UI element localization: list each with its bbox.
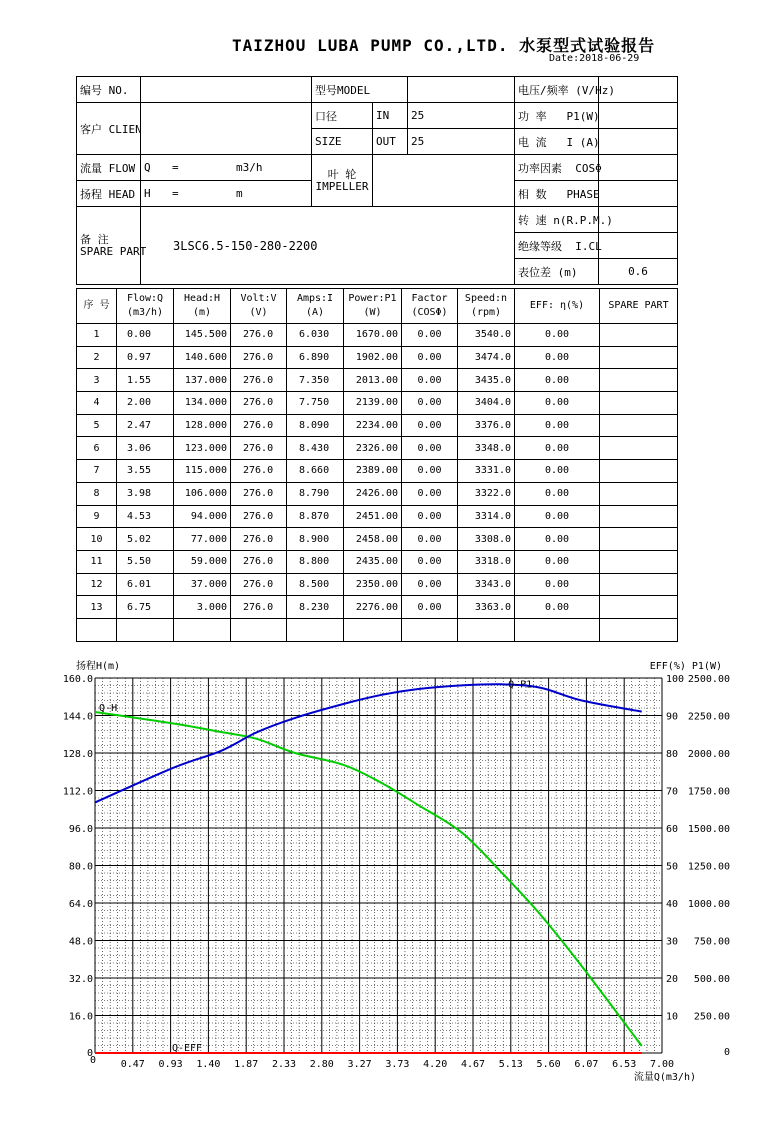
y-tick-label-power: 2250.00: [687, 711, 730, 723]
table-row: [77, 460, 678, 483]
column-header-title: Volt:V: [240, 293, 277, 304]
table-cell: 0.00: [402, 528, 458, 551]
current-label: [515, 129, 599, 155]
table-cell: 12: [77, 573, 117, 596]
table-cell: 7: [77, 460, 117, 483]
table-cell: 0.00: [402, 505, 458, 528]
table-cell: 2139.00: [344, 392, 402, 415]
impeller-value[interactable]: [373, 155, 515, 207]
current-unit: I (A): [566, 135, 600, 149]
table-cell: [600, 482, 678, 505]
table-cell: 137.000: [174, 369, 231, 392]
x-tick-label: 3.27: [347, 1059, 372, 1070]
table-cell: 8.090: [287, 414, 344, 437]
table-cell: 8: [77, 482, 117, 505]
report-title: TAIZHOU LUBA PUMP CO.,LTD. 水泵型式试验报告: [232, 36, 656, 55]
table-cell: 276.0: [231, 414, 287, 437]
table-cell: 3322.0: [458, 482, 515, 505]
table-cell: 7.350: [287, 369, 344, 392]
table-cell: 77.000: [174, 528, 231, 551]
head-eq: =: [172, 187, 179, 200]
table-cell: 3404.0: [458, 392, 515, 415]
no-label: 编号 NO.: [77, 77, 141, 103]
phase-value[interactable]: [599, 181, 678, 207]
in-label: IN: [373, 103, 408, 129]
column-header: [344, 289, 402, 324]
table-cell: 276.0: [231, 482, 287, 505]
q-eff-series-label: Q-EFF: [171, 1043, 203, 1054]
x-tick-label: 1.87: [234, 1059, 259, 1070]
x-tick-label: 5.13: [498, 1059, 523, 1070]
y-tick-label-power: 2000.00: [687, 749, 730, 760]
column-header-title: Head:H: [183, 293, 221, 304]
table-cell: 2234.00: [344, 414, 402, 437]
table-cell: 0.97: [117, 346, 174, 369]
x-tick-label: 4.20: [423, 1059, 448, 1070]
table-cell: 3474.0: [458, 346, 515, 369]
in-value: 25: [408, 103, 515, 129]
y-tick-label-eff: 90: [666, 711, 679, 723]
table-cell: 0.00: [402, 346, 458, 369]
table-cell: 0.00: [117, 324, 174, 347]
flow-label: 流量 FLOW: [77, 155, 141, 181]
column-header: [174, 289, 231, 324]
spare-label-cn: 备 注: [80, 232, 109, 246]
table-cell: 3435.0: [458, 369, 515, 392]
y-tick-label-power: 500.00: [693, 974, 730, 985]
table-cell: 59.000: [174, 550, 231, 573]
table-row: [77, 414, 678, 437]
table-cell: 123.000: [174, 437, 231, 460]
head-label: 扬程 HEAD: [77, 181, 141, 207]
y-tick-label-power: 2500.00: [687, 674, 730, 685]
table-cell: 276.0: [231, 437, 287, 460]
table-cell: 8.900: [287, 528, 344, 551]
table-cell: 2458.00: [344, 528, 402, 551]
pf-label: [515, 155, 602, 181]
table-cell: 1: [77, 324, 117, 347]
table-cell: 6.030: [287, 324, 344, 347]
size-label: SIZE: [312, 129, 373, 155]
table-cell: 2326.00: [344, 437, 402, 460]
table-cell: 13: [77, 596, 117, 619]
table-cell: 0.00: [402, 437, 458, 460]
table-cell: 0.00: [515, 482, 600, 505]
table-cell: 0.00: [515, 528, 600, 551]
table-row: [77, 573, 678, 596]
table-cell: 0.00: [402, 324, 458, 347]
table-row: [77, 550, 678, 573]
table-cell: 0.00: [515, 392, 600, 415]
column-header-title: Amps:I: [296, 293, 334, 304]
column-header: [402, 289, 458, 324]
table-cell: 8.660: [287, 460, 344, 483]
x-tick-label: 4.67: [460, 1059, 486, 1070]
table-cell: 276.0: [231, 346, 287, 369]
table-cell: 0.00: [515, 505, 600, 528]
y-tick-label-eff: 30: [666, 936, 679, 948]
table-cell: 2426.00: [344, 482, 402, 505]
spare-label: [77, 207, 147, 285]
table-cell: 276.0: [231, 528, 287, 551]
table-cell: 4: [77, 392, 117, 415]
x-tick-label: 6.53: [612, 1059, 637, 1070]
table-cell: 6.75: [117, 596, 174, 619]
table-cell: 1.55: [117, 369, 174, 392]
table-cell: 276.0: [231, 596, 287, 619]
table-cell: 2.47: [117, 414, 174, 437]
y-tick-label-head: 128.0: [62, 749, 93, 760]
out-label: OUT: [373, 129, 408, 155]
phase-unit: PHASE: [566, 187, 600, 201]
table-cell: 128.000: [174, 414, 231, 437]
flow-q: Q: [144, 161, 151, 174]
table-cell: [600, 460, 678, 483]
table-cell: 0.00: [515, 437, 600, 460]
spare-value: 3LSC6.5-150-280-2200: [141, 207, 515, 285]
column-header-unit: (V): [249, 307, 268, 318]
y-tick-label-power: 1000.00: [687, 899, 730, 910]
table-cell: [600, 392, 678, 415]
column-header-unit: (rpm): [470, 307, 502, 318]
voltage-label: 电压/频率 (V/Hz): [515, 77, 599, 103]
table-cell: [600, 550, 678, 573]
column-header-unit: (W): [363, 307, 382, 318]
y-tick-label-head: 160.0: [62, 674, 93, 685]
phase-label-text: 相 数: [518, 187, 547, 201]
column-header-unit: (COSΦ): [411, 307, 448, 318]
test-data-table: [76, 288, 678, 642]
x-tick-label: 5.60: [536, 1059, 561, 1070]
y-tick-label-power: 0: [723, 1047, 730, 1058]
column-header-unit: (m): [192, 307, 212, 318]
column-header-unit: (m3/h): [126, 307, 164, 318]
y-tick-label-head: 64.0: [68, 899, 93, 910]
table-cell: 2.00: [117, 392, 174, 415]
table-cell: 0.00: [402, 414, 458, 437]
table-cell: 0.00: [515, 369, 600, 392]
table-cell: 94.000: [174, 505, 231, 528]
model-value[interactable]: [408, 77, 515, 103]
column-header-title: Power:P1: [348, 293, 397, 304]
column-header: [77, 289, 117, 324]
table-cell: 3.000: [174, 596, 231, 619]
column-header: [458, 289, 515, 324]
x-tick-label: 2.33: [271, 1059, 297, 1070]
table-cell: 3363.0: [458, 596, 515, 619]
table-cell: 2: [77, 346, 117, 369]
speed-unit: n(R.P.M.): [553, 213, 613, 227]
table-cell: [600, 573, 678, 596]
x-tick-label: 0.47: [120, 1059, 145, 1070]
pf-value[interactable]: [599, 155, 678, 181]
table-cell: 0.00: [515, 573, 600, 596]
model-label: 型号MODEL: [312, 77, 408, 103]
performance-chart: [0, 655, 769, 1129]
table-cell: 8.800: [287, 550, 344, 573]
x-tick-label: 6.07: [574, 1059, 599, 1070]
column-header-title: Flow:Q: [126, 293, 164, 304]
table-cell: 276.0: [231, 505, 287, 528]
table-cell: [515, 618, 600, 641]
table-cell: 6.01: [117, 573, 174, 596]
y-tick-label-head: 0: [86, 1048, 93, 1059]
table-cell: [600, 528, 678, 551]
table-cell: 1902.00: [344, 346, 402, 369]
table-cell: 3348.0: [458, 437, 515, 460]
y-tick-label-power: 1250.00: [687, 861, 730, 873]
speed-label-text: 转 速: [518, 213, 547, 227]
x-tick-label: 1.40: [196, 1059, 221, 1070]
table-cell: 2013.00: [344, 369, 402, 392]
column-header-unit: (A): [305, 307, 325, 318]
table-cell: 0.00: [402, 460, 458, 483]
table-cell: 3318.0: [458, 550, 515, 573]
y-tick-label-eff: 80: [666, 749, 679, 760]
y-tick-label-eff: 40: [666, 899, 679, 910]
table-cell: 8.230: [287, 596, 344, 619]
column-header-title: Speed:n: [464, 293, 508, 304]
q-h-series-label: Q-H: [99, 702, 118, 714]
table-cell: [458, 618, 515, 641]
table-cell: 0.00: [402, 369, 458, 392]
head-unit: m: [236, 187, 243, 200]
table-cell: 5.50: [117, 550, 174, 573]
y-tick-label-head: 48.0: [68, 936, 93, 948]
table-cell: 0.00: [515, 414, 600, 437]
table-cell: 276.0: [231, 550, 287, 573]
table-cell: 276.0: [231, 369, 287, 392]
report-date: Date:2018-06-29: [549, 53, 640, 64]
table-cell: 11: [77, 550, 117, 573]
column-header: [117, 289, 174, 324]
y-tick-label-eff: 60: [666, 824, 679, 835]
table-cell: 276.0: [231, 460, 287, 483]
y-tick-label-head: 32.0: [68, 974, 93, 985]
table-cell: 0.00: [515, 550, 600, 573]
table-cell: 3.06: [117, 437, 174, 460]
y-tick-label-head: 96.0: [68, 824, 93, 835]
table-cell: 106.000: [174, 482, 231, 505]
q-p1-series-label: Q-P1: [508, 679, 533, 691]
table-cell: 5.02: [117, 528, 174, 551]
column-header-title: 序 号: [83, 300, 110, 311]
table-cell: 2435.00: [344, 550, 402, 573]
table-cell: 134.000: [174, 392, 231, 415]
y-tick-label-eff: 70: [666, 786, 679, 798]
table-cell: 0.00: [402, 550, 458, 573]
table-cell: 0.00: [402, 596, 458, 619]
table-cell: [600, 437, 678, 460]
y-tick-label-power: 250.00: [693, 1011, 730, 1023]
insulation-label-text: 绝缘等级: [518, 239, 562, 253]
table-cell: 140.600: [174, 346, 231, 369]
spare-label-en: SPARE PART: [80, 244, 147, 258]
current-value[interactable]: [599, 129, 678, 155]
y-tick-label-power: 1500.00: [687, 824, 730, 835]
table-cell: [344, 618, 402, 641]
power-label-text: 功 率: [518, 109, 547, 123]
power-value[interactable]: [599, 103, 678, 129]
table-cell: 3308.0: [458, 528, 515, 551]
x-tick-label: 3.73: [385, 1059, 410, 1070]
y-tick-label-eff: 10: [666, 1011, 679, 1023]
insulation-unit: I.CL: [575, 239, 602, 253]
table-cell: 276.0: [231, 573, 287, 596]
y-tick-label-head: 16.0: [68, 1011, 93, 1023]
table-cell: [600, 618, 678, 641]
meter-diff-label: 表位差 (m): [515, 259, 599, 285]
pf-unit: COSΦ: [575, 161, 602, 175]
table-cell: 8.870: [287, 505, 344, 528]
table-cell: 145.500: [174, 324, 231, 347]
head-value[interactable]: [141, 181, 312, 207]
table-row: [77, 482, 678, 505]
table-cell: 10: [77, 528, 117, 551]
y-tick-label-head: 80.0: [68, 861, 93, 873]
y-tick-label-eff: 50: [666, 861, 679, 873]
x-tick-label: 2.80: [309, 1059, 334, 1070]
table-cell: [77, 618, 117, 641]
table-cell: 276.0: [231, 324, 287, 347]
table-cell: 276.0: [231, 392, 287, 415]
info-table: [76, 76, 678, 285]
column-header-title: EFF: η(%): [529, 300, 585, 311]
table-cell: 8.500: [287, 573, 344, 596]
table-cell: [600, 346, 678, 369]
table-cell: [600, 369, 678, 392]
column-header: [231, 289, 287, 324]
power-label: [515, 103, 599, 129]
table-cell: [600, 596, 678, 619]
table-cell: 0.00: [515, 346, 600, 369]
table-header-row: [77, 289, 678, 324]
x-tick-label: 7.00: [649, 1059, 675, 1070]
y-tick-label-power: 750.00: [693, 936, 730, 948]
table-cell: 6.890: [287, 346, 344, 369]
column-header-title: Factor: [411, 293, 448, 304]
table-cell: 0.00: [515, 596, 600, 619]
table-cell: 3343.0: [458, 573, 515, 596]
client-label: 客户 CLIEN: [77, 103, 141, 155]
y-tick-label-eff: 100: [666, 674, 685, 685]
meter-diff-value: 0.6: [599, 259, 678, 285]
head-h: H: [144, 187, 151, 200]
column-header: [515, 289, 600, 324]
table-cell: 3376.0: [458, 414, 515, 437]
table-cell: 2389.00: [344, 460, 402, 483]
table-cell: 4.53: [117, 505, 174, 528]
table-cell: 7.750: [287, 392, 344, 415]
table-cell: 3540.0: [458, 324, 515, 347]
table-cell: 2350.00: [344, 573, 402, 596]
table-row: [77, 346, 678, 369]
table-cell: 3: [77, 369, 117, 392]
client-value[interactable]: [141, 103, 312, 155]
power-unit: P1(W): [566, 109, 600, 123]
table-cell: 1670.00: [344, 324, 402, 347]
table-row: [77, 505, 678, 528]
table-row: [77, 369, 678, 392]
table-cell: 0.00: [515, 460, 600, 483]
insulation-value[interactable]: [599, 233, 678, 259]
table-cell: 9: [77, 505, 117, 528]
table-cell: [600, 505, 678, 528]
table-cell: 8.430: [287, 437, 344, 460]
q-p1-curve: [95, 684, 642, 802]
table-cell: 0.00: [402, 573, 458, 596]
speed-label: [515, 207, 613, 233]
phase-label: [515, 181, 599, 207]
table-cell: 3.98: [117, 482, 174, 505]
impeller-label-cn: 叶 轮: [327, 167, 357, 181]
table-row: [77, 324, 678, 347]
table-cell: 8.790: [287, 482, 344, 505]
table-cell: 0.00: [402, 392, 458, 415]
column-header: [287, 289, 344, 324]
table-row: [77, 596, 678, 619]
x-tick-label: 0: [89, 1055, 97, 1066]
table-cell: 2276.00: [344, 596, 402, 619]
table-cell: 3314.0: [458, 505, 515, 528]
caliber-label: 口径: [312, 103, 373, 129]
no-value[interactable]: [141, 77, 312, 103]
current-label-text: 电 流: [518, 135, 547, 149]
x-tick-label: 0.93: [158, 1059, 183, 1070]
table-cell: 5: [77, 414, 117, 437]
table-cell: 2451.00: [344, 505, 402, 528]
column-header: [600, 289, 678, 324]
table-row: [77, 618, 678, 641]
table-row: [77, 437, 678, 460]
table-cell: [600, 414, 678, 437]
column-header-title: SPARE PART: [608, 300, 669, 311]
out-value: 25: [408, 129, 515, 155]
flow-value[interactable]: [141, 155, 312, 181]
table-cell: [402, 618, 458, 641]
impeller-label: [312, 155, 373, 207]
q-h-curve: [95, 712, 642, 1046]
table-cell: 3.55: [117, 460, 174, 483]
flow-unit: m3/h: [236, 161, 263, 174]
table-cell: [174, 618, 231, 641]
table-cell: [287, 618, 344, 641]
table-cell: [231, 618, 287, 641]
x-axis-label: 流量Q(m3/h): [633, 1072, 696, 1083]
table-cell: 115.000: [174, 460, 231, 483]
table-row: [77, 528, 678, 551]
table-cell: [117, 618, 174, 641]
y-tick-label-power: 1750.00: [687, 786, 730, 798]
y-tick-label-head: 112.0: [62, 786, 93, 798]
y-axis-label-right: EFF(%) P1(W): [649, 661, 722, 672]
impeller-label-en: IMPELLER: [315, 179, 369, 193]
table-cell: [600, 324, 678, 347]
insulation-label: [515, 233, 602, 259]
y-tick-label-head: 144.0: [62, 711, 93, 723]
y-axis-label-left: 扬程H(m): [76, 661, 121, 672]
table-cell: 0.00: [402, 482, 458, 505]
pf-label-text: 功率因素: [518, 161, 562, 175]
table-row: [77, 392, 678, 415]
table-cell: 37.000: [174, 573, 231, 596]
table-cell: 6: [77, 437, 117, 460]
table-cell: 0.00: [515, 324, 600, 347]
y-tick-label-eff: 20: [666, 974, 679, 985]
table-cell: 3331.0: [458, 460, 515, 483]
flow-eq: =: [172, 161, 179, 174]
